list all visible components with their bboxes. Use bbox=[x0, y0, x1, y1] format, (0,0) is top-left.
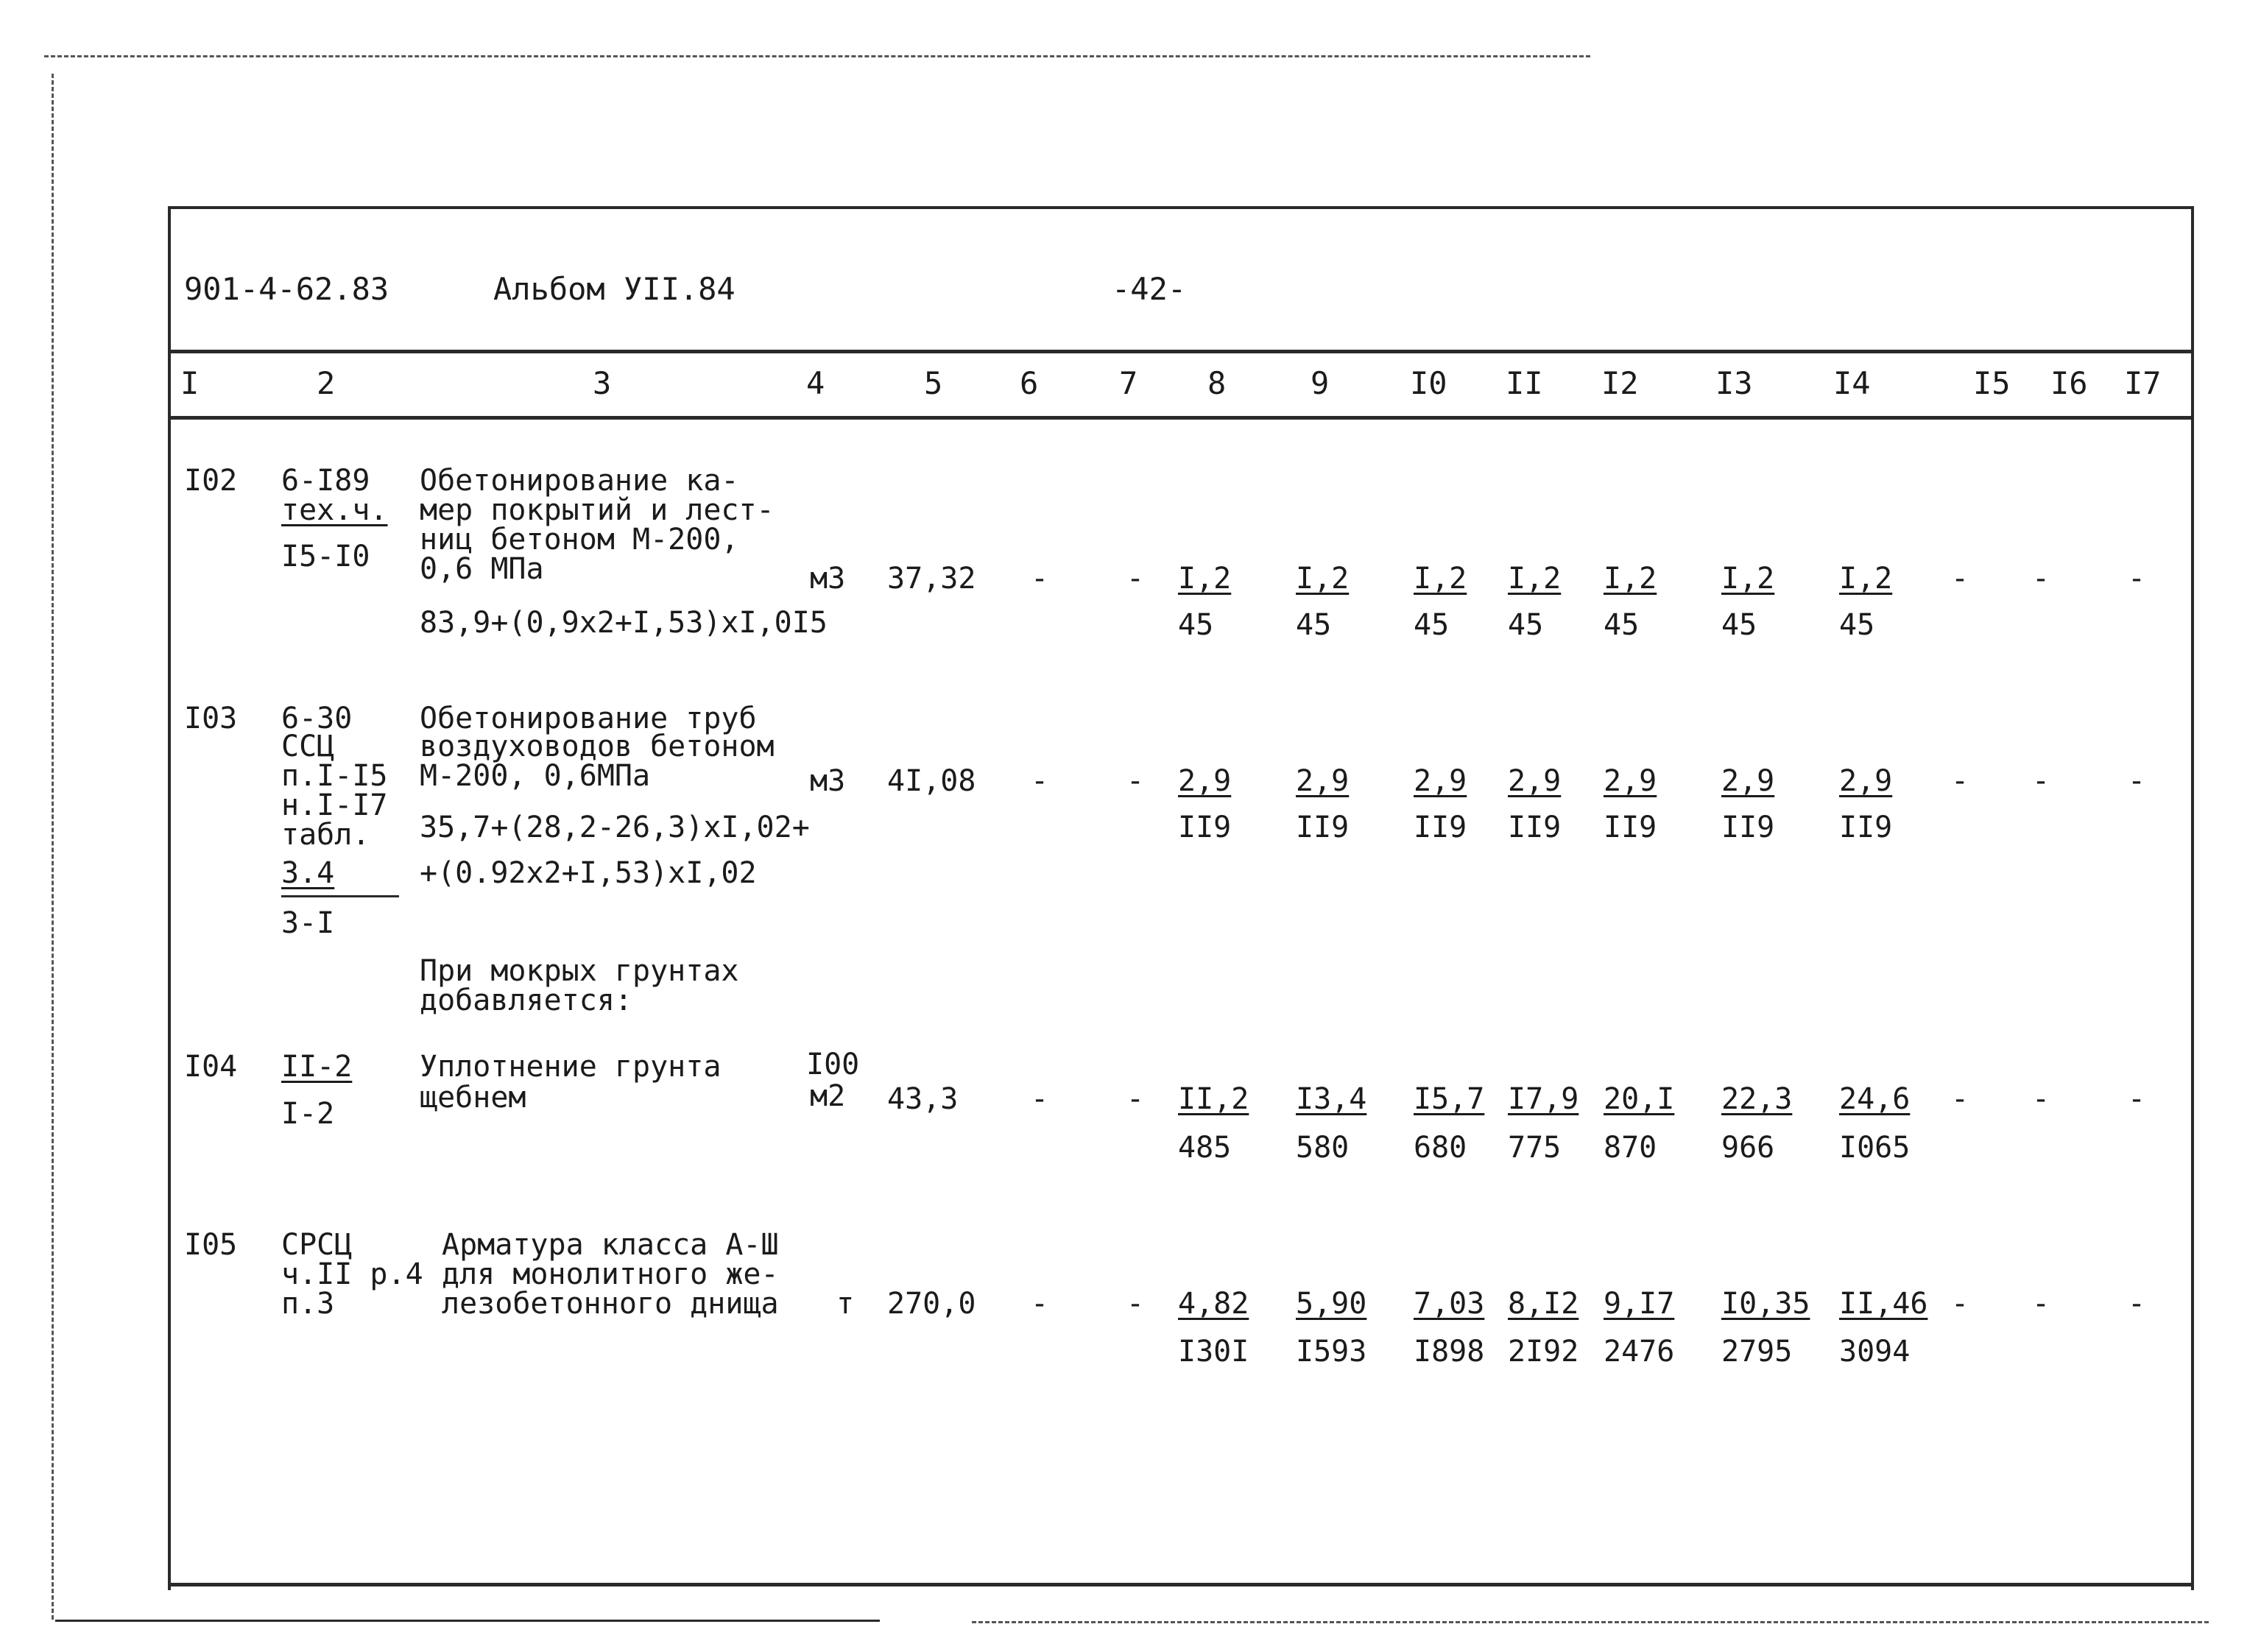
cost-bottom: 680 bbox=[1414, 1131, 1467, 1165]
cost-bottom: 2795 bbox=[1721, 1335, 1793, 1369]
rate-code: II-2 bbox=[281, 1050, 353, 1084]
cost-top: II,2 bbox=[1178, 1082, 1249, 1116]
quantity: 4I,08 bbox=[887, 764, 976, 798]
work-description: ниц бетоном М-200, bbox=[420, 523, 739, 557]
quantity: 270,0 bbox=[887, 1287, 976, 1321]
cost-bottom: II9 bbox=[1296, 811, 1350, 844]
header-rule-1 bbox=[168, 350, 2194, 353]
cost-top: 2,9 bbox=[1721, 764, 1775, 798]
quantity: 37,32 bbox=[887, 562, 976, 596]
col7-value: - bbox=[1126, 1287, 1145, 1321]
cost-top: I0,35 bbox=[1721, 1287, 1810, 1321]
cost-top: 2,9 bbox=[1508, 764, 1562, 798]
work-description: Арматура класса А-Ш bbox=[442, 1228, 779, 1262]
cost-bottom: II9 bbox=[1178, 811, 1232, 844]
col-header: I bbox=[180, 365, 200, 401]
col6-value: - bbox=[1031, 1287, 1049, 1321]
rate-code: ч.II р.4 bbox=[281, 1257, 423, 1291]
rate-code: 3-I bbox=[281, 906, 335, 940]
cost-top: 2,9 bbox=[1178, 764, 1232, 798]
rate-code: п.I-I5 bbox=[281, 759, 388, 793]
cost-top: I,2 bbox=[1604, 562, 1657, 596]
cost-bottom: 45 bbox=[1414, 608, 1450, 642]
col-header: 4 bbox=[806, 365, 825, 401]
cost-bottom: 580 bbox=[1296, 1131, 1350, 1165]
rate-code: СРСЦ bbox=[281, 1228, 353, 1262]
col16-value: - bbox=[2032, 764, 2050, 798]
unit: м3 bbox=[810, 764, 846, 798]
work-description: воздуховодов бетоном bbox=[420, 730, 775, 763]
cost-bottom: II9 bbox=[1604, 811, 1657, 844]
cost-bottom: II9 bbox=[1508, 811, 1562, 844]
work-description: Обетонирование ка- bbox=[420, 464, 739, 498]
row-number: I05 bbox=[184, 1228, 238, 1262]
col-header: 2 bbox=[317, 365, 336, 401]
note-line: При мокрых грунтах bbox=[420, 954, 739, 988]
code-underline bbox=[281, 895, 399, 897]
note-line: добавляется: bbox=[420, 984, 632, 1017]
scan-bottom-edge bbox=[55, 1620, 880, 1622]
frame-left bbox=[168, 206, 171, 1590]
cost-top: 9,I7 bbox=[1604, 1287, 1675, 1321]
col-header: II bbox=[1506, 365, 1543, 401]
cost-bottom: 775 bbox=[1508, 1131, 1562, 1165]
album-title: Альбом УII.84 bbox=[493, 271, 736, 307]
header-rule-2 bbox=[168, 416, 2194, 420]
col15-value: - bbox=[1951, 764, 1969, 798]
cost-bottom: II9 bbox=[1414, 811, 1467, 844]
work-description: М-200, 0,6МПа bbox=[420, 759, 651, 793]
cost-top: 8,I2 bbox=[1508, 1287, 1579, 1321]
cost-top: I,2 bbox=[1178, 562, 1232, 596]
col-header: 8 bbox=[1207, 365, 1227, 401]
col17-value: - bbox=[2128, 1082, 2146, 1116]
rate-code: 6-30 bbox=[281, 702, 353, 735]
cost-bottom: 2I92 bbox=[1508, 1335, 1579, 1369]
cost-bottom: 45 bbox=[1721, 608, 1757, 642]
col-header: I4 bbox=[1833, 365, 1871, 401]
cost-bottom: 45 bbox=[1839, 608, 1875, 642]
frame-bottom bbox=[168, 1583, 2194, 1586]
cost-bottom: 3094 bbox=[1839, 1335, 1911, 1369]
col-header: 5 bbox=[924, 365, 943, 401]
cost-top: 20,I bbox=[1604, 1082, 1675, 1116]
unit: м3 bbox=[810, 562, 846, 596]
col6-value: - bbox=[1031, 562, 1049, 596]
cost-top: I,2 bbox=[1839, 562, 1893, 596]
cost-bottom: II9 bbox=[1721, 811, 1775, 844]
cost-bottom: 45 bbox=[1178, 608, 1214, 642]
cost-bottom: 966 bbox=[1721, 1131, 1775, 1165]
row-number: I02 bbox=[184, 464, 238, 498]
cost-top: 2,9 bbox=[1839, 764, 1893, 798]
cost-bottom: 45 bbox=[1296, 608, 1332, 642]
col16-value: - bbox=[2032, 562, 2050, 596]
rate-code: I5-I0 bbox=[281, 540, 370, 573]
work-description: для монолитного же- bbox=[442, 1257, 779, 1291]
scan-bottom-edge-2 bbox=[972, 1621, 2209, 1623]
cost-top: 24,6 bbox=[1839, 1082, 1911, 1116]
quantity-formula: 83,9+(0,9x2+I,53)xI,0I5 bbox=[420, 606, 828, 640]
unit: т bbox=[836, 1287, 855, 1321]
cost-top: 2,9 bbox=[1296, 764, 1350, 798]
cost-top: 22,3 bbox=[1721, 1082, 1793, 1116]
cost-top: I5,7 bbox=[1414, 1082, 1485, 1116]
rate-code: I-2 bbox=[281, 1097, 335, 1131]
quantity-formula: +(0.92x2+I,53)xI,02 bbox=[420, 856, 757, 890]
work-description: Обетонирование труб bbox=[420, 702, 757, 735]
work-description: 0,6 МПа bbox=[420, 552, 544, 586]
rate-code: п.3 bbox=[281, 1287, 335, 1321]
cost-bottom: I898 bbox=[1414, 1335, 1485, 1369]
col-header: I2 bbox=[1601, 365, 1639, 401]
unit-multiplier: I00 bbox=[806, 1048, 860, 1081]
cost-top: 4,82 bbox=[1178, 1287, 1249, 1321]
col-header: I5 bbox=[1973, 365, 2011, 401]
work-description: Уплотнение грунта bbox=[420, 1050, 722, 1084]
col6-value: - bbox=[1031, 764, 1049, 798]
page-number: -42- bbox=[1112, 271, 1187, 307]
col17-value: - bbox=[2128, 764, 2146, 798]
cost-bottom: 45 bbox=[1604, 608, 1640, 642]
cost-bottom: 2476 bbox=[1604, 1335, 1675, 1369]
cost-top: I,2 bbox=[1414, 562, 1467, 596]
rate-code: тех.ч. bbox=[281, 493, 388, 527]
quantity-formula: 35,7+(28,2-26,3)xI,02+ bbox=[420, 811, 810, 844]
col-header: I3 bbox=[1715, 365, 1753, 401]
cost-top: 5,90 bbox=[1296, 1287, 1367, 1321]
cost-bottom: I065 bbox=[1839, 1131, 1911, 1165]
col17-value: - bbox=[2128, 562, 2146, 596]
frame-right bbox=[2191, 206, 2194, 1590]
rate-code: табл. bbox=[281, 818, 370, 852]
frame-top bbox=[168, 206, 2194, 209]
cost-bottom: 45 bbox=[1508, 608, 1544, 642]
work-description: щебнем bbox=[420, 1081, 526, 1115]
rate-code: ССЦ bbox=[281, 730, 335, 763]
cost-bottom: I30I bbox=[1178, 1335, 1249, 1369]
scan-top-edge bbox=[44, 55, 1590, 57]
work-description: мер покрытий и лест- bbox=[420, 493, 775, 527]
cost-bottom: II9 bbox=[1839, 811, 1893, 844]
cost-bottom: 485 bbox=[1178, 1131, 1232, 1165]
col7-value: - bbox=[1126, 562, 1145, 596]
col-header: I6 bbox=[2050, 365, 2088, 401]
col16-value: - bbox=[2032, 1287, 2050, 1321]
rate-code: н.I-I7 bbox=[281, 788, 388, 822]
col7-value: - bbox=[1126, 764, 1145, 798]
row-number: I03 bbox=[184, 702, 238, 735]
cost-top: 2,9 bbox=[1414, 764, 1467, 798]
cost-bottom: 870 bbox=[1604, 1131, 1657, 1165]
cost-bottom: I593 bbox=[1296, 1335, 1367, 1369]
cost-top: I,2 bbox=[1721, 562, 1775, 596]
col6-value: - bbox=[1031, 1082, 1049, 1116]
row-number: I04 bbox=[184, 1050, 238, 1084]
cost-top: I7,9 bbox=[1508, 1082, 1579, 1116]
rate-code: 3.4 bbox=[281, 856, 335, 890]
col7-value: - bbox=[1126, 1082, 1145, 1116]
col15-value: - bbox=[1951, 562, 1969, 596]
unit: м2 bbox=[810, 1079, 846, 1113]
quantity: 43,3 bbox=[887, 1082, 959, 1116]
col-header: 3 bbox=[593, 365, 612, 401]
col-header: 9 bbox=[1311, 365, 1330, 401]
cost-top: I3,4 bbox=[1296, 1082, 1367, 1116]
cost-top: II,46 bbox=[1839, 1287, 1928, 1321]
cost-top: I,2 bbox=[1508, 562, 1562, 596]
doc-code: 901-4-62.83 bbox=[184, 271, 389, 307]
col-header: I0 bbox=[1410, 365, 1447, 401]
scan-left-edge bbox=[52, 74, 54, 1620]
col17-value: - bbox=[2128, 1287, 2146, 1321]
col-header: 7 bbox=[1119, 365, 1138, 401]
col-header: I7 bbox=[2124, 365, 2162, 401]
rate-code: 6-I89 bbox=[281, 464, 370, 498]
work-description: лезобетонного днища bbox=[442, 1287, 779, 1321]
col-header: 6 bbox=[1020, 365, 1039, 401]
col16-value: - bbox=[2032, 1082, 2050, 1116]
cost-top: 7,03 bbox=[1414, 1287, 1485, 1321]
col15-value: - bbox=[1951, 1082, 1969, 1116]
cost-top: I,2 bbox=[1296, 562, 1350, 596]
cost-top: 2,9 bbox=[1604, 764, 1657, 798]
col15-value: - bbox=[1951, 1287, 1969, 1321]
